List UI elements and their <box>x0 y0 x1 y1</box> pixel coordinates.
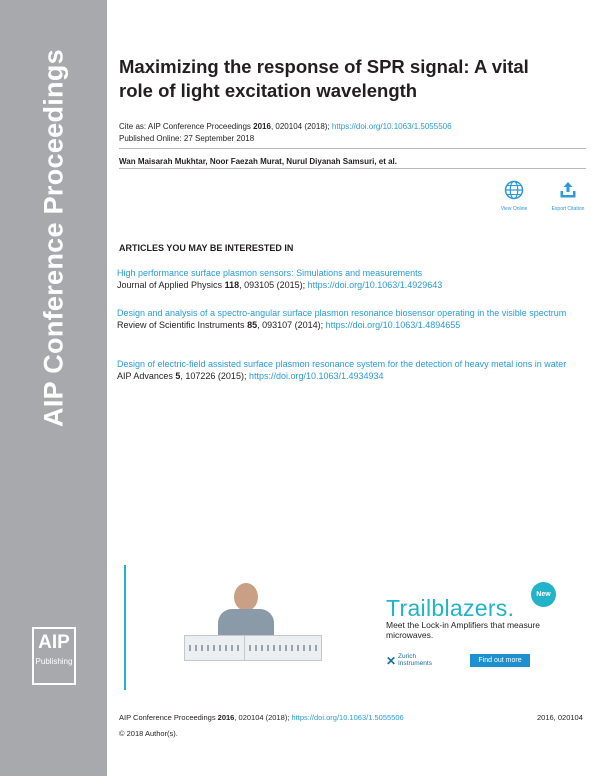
ad-subline: Meet the Lock-in Amplifiers that measure microwaves. <box>386 620 541 640</box>
new-badge: New <box>531 582 556 607</box>
reference-details: , 107226 (2015); <box>180 371 249 381</box>
related-article <box>117 308 587 331</box>
footer-citation-rest: , 020104 (2018); <box>234 713 292 722</box>
journal-volume: 85 <box>247 320 258 330</box>
aip-logo-text: AIP <box>38 632 70 653</box>
aip-publishing-logo[interactable] <box>32 627 76 685</box>
copyright: © 2018 Author(s). <box>119 729 178 738</box>
related-article-reference <box>117 320 587 331</box>
journal-name: Review of Scientific Instruments <box>117 320 248 330</box>
related-article-title-link[interactable]: High performance surface plasmon sensors: Simulations and measurements <box>117 268 423 278</box>
related-article-doi-link[interactable]: https://doi.org/10.1063/1.4929643 <box>307 280 443 290</box>
footer-doi-link[interactable]: https://doi.org/10.1063/1.5055506 <box>291 713 404 722</box>
citation-volume: 2016 <box>253 122 271 131</box>
citation-line <box>119 122 452 131</box>
related-article <box>117 268 587 291</box>
find-out-more-button[interactable]: Find out more <box>470 654 530 667</box>
footer-citation <box>119 713 404 722</box>
ad-instrument-image <box>244 635 322 661</box>
ad-instrument-image <box>184 635 246 661</box>
sidebar <box>0 0 107 776</box>
published-date: Published Online: 27 September 2018 <box>119 134 255 143</box>
journal-volume: 118 <box>224 280 240 290</box>
zurich-logo-icon: ✕ <box>386 654 397 668</box>
footer-volume: 2016 <box>217 713 235 722</box>
related-articles-heading: ARTICLES YOU MAY BE INTERESTED IN <box>119 243 294 253</box>
export-icon <box>558 180 578 200</box>
brand-line: Instruments <box>398 660 432 667</box>
footer-citation-prefix: AIP Conference Proceedings <box>119 713 218 722</box>
globe-icon <box>504 180 524 200</box>
citation-doi-link[interactable]: https://doi.org/10.1063/1.5055506 <box>331 122 452 131</box>
export-citation-label: Export Citation <box>551 206 585 212</box>
publishing-logo-text: Publishing <box>35 657 73 666</box>
related-article-title-link[interactable]: Design of electric-field assisted surface plasmon resonance system for the detection of heavy metal ions in water <box>117 359 567 369</box>
citation-prefix: Cite as: AIP Conference Proceedings <box>119 122 254 131</box>
footer-page-ref: 2016, 020104 <box>537 713 583 722</box>
zurich-brand <box>398 653 432 667</box>
reference-details: , 093105 (2015); <box>239 280 308 290</box>
related-article-title-link[interactable]: Design and analysis of a spectro-angular surface plasmon resonance biosensor operating in the visible spectrum <box>117 308 567 318</box>
brand-line: Zurich <box>398 653 417 660</box>
paper-title: Maximizing the response of SPR signal: A vital role of light excitation wavelength <box>119 56 529 101</box>
ad-headline: Trailblazers. <box>386 595 515 621</box>
related-article-reference <box>117 371 587 382</box>
related-article-reference <box>117 280 587 291</box>
ad-person-head <box>234 583 258 611</box>
divider <box>119 148 586 149</box>
related-article-doi-link[interactable]: https://doi.org/10.1063/1.4894655 <box>325 320 461 330</box>
related-article <box>117 359 587 382</box>
journal-vertical-title: AIP Conference Proceedings <box>38 49 69 427</box>
ad-accent-bar <box>124 565 126 690</box>
journal-volume: 5 <box>175 371 181 381</box>
journal-name: AIP Advances <box>117 371 176 381</box>
citation-rest: , 020104 (2018); <box>270 122 332 131</box>
advertisement-banner[interactable] <box>124 565 589 690</box>
view-online-button[interactable] <box>488 180 540 212</box>
reference-details: , 093107 (2014); <box>257 320 326 330</box>
authors: Wan Maisarah Mukhtar, Noor Faezah Murat, Nurul Diyanah Samsuri, et al. <box>119 157 397 166</box>
view-online-label: View Online <box>500 206 528 212</box>
divider <box>119 168 586 169</box>
journal-name: Journal of Applied Physics <box>117 280 225 290</box>
related-article-doi-link[interactable]: https://doi.org/10.1063/1.4934934 <box>248 371 384 381</box>
export-citation-button[interactable] <box>542 180 594 212</box>
